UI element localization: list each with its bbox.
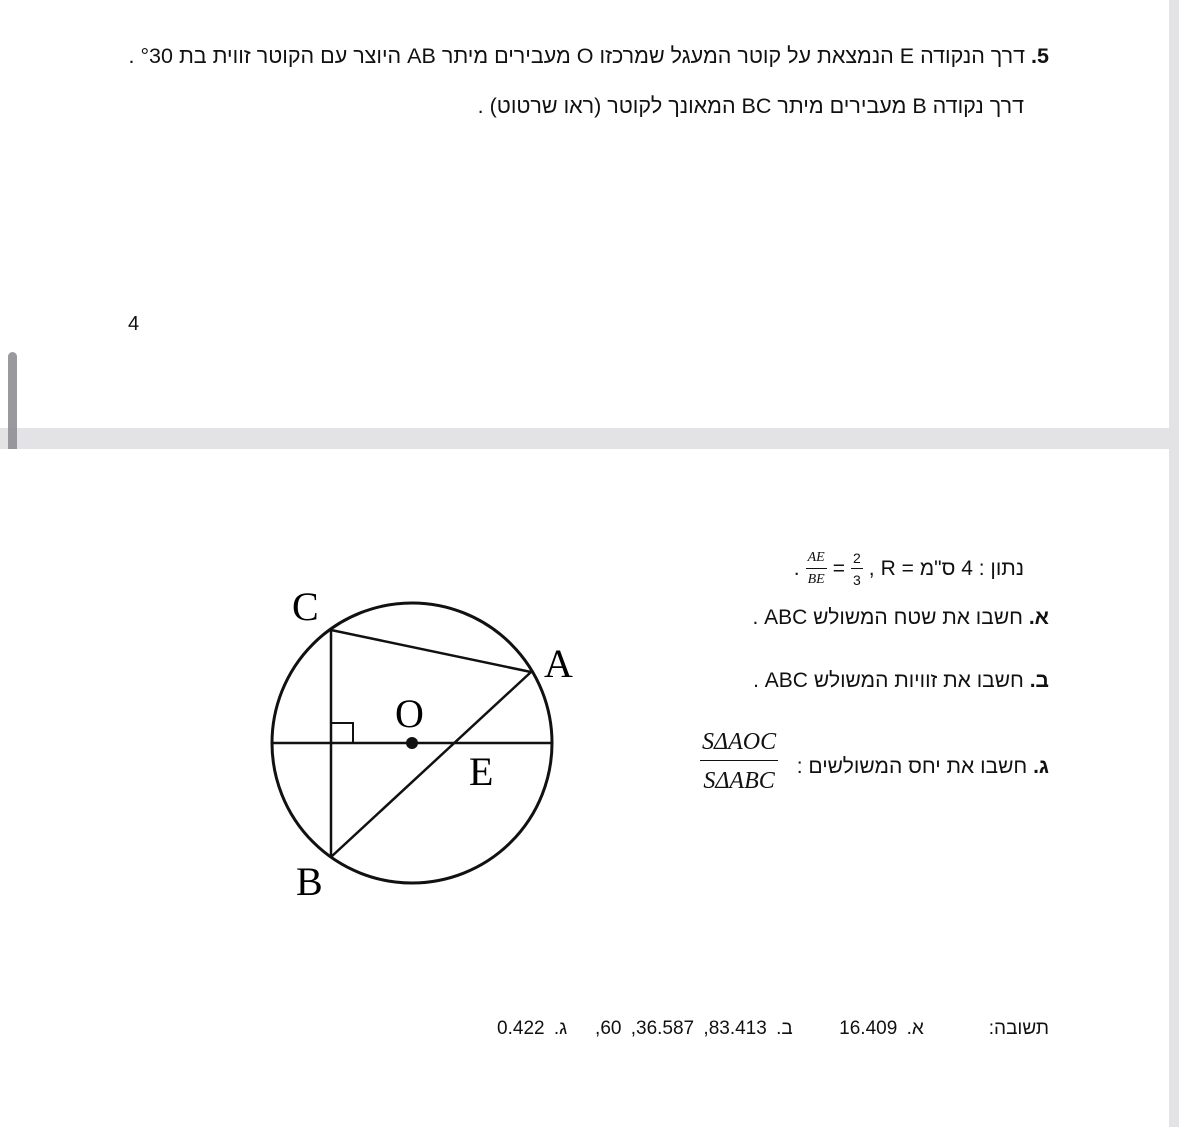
answer-b: ב. 83.413, 36.587, 60, [595,1018,793,1039]
task-c [797,755,1049,779]
task-c-text: חשבו את יחס המשולשים : [796,755,1028,778]
page-number: 4 [128,313,140,335]
label-o: O [395,691,424,736]
given-equals: = [832,557,845,580]
label-b: B [296,859,323,904]
ratio-numerator: AE [806,551,827,569]
given-comma: , [868,557,875,580]
task-a [752,606,1049,630]
given-ratio-fraction [806,551,827,587]
task-b-text: חשבו את זוויות המשולש ABC . [753,669,1024,692]
fraction-denominator: 3 [852,572,861,588]
given-data [794,545,1024,593]
answer-c: ג. 0.422 [497,1018,568,1039]
circle-diagram [255,580,575,910]
task-b [753,669,1049,693]
chord-ab [331,672,531,857]
right-angle-mark [331,723,353,743]
ratio-denominator: BE [807,572,825,587]
label-c: C [292,584,319,629]
answer-line [497,1018,1049,1040]
label-e: E [469,749,494,794]
page-1 [0,0,1169,428]
given-value-fraction [851,551,863,587]
label-a: A [544,641,573,686]
area-ratio-denominator: SΔABC [703,768,775,794]
question-number: 5. [1031,44,1049,68]
area-ratio-numerator: SΔAOC [700,730,778,761]
answer-label: תשובה: [988,1018,1049,1039]
answer-a: א. 16.409 [839,1018,924,1039]
task-b-letter: ב. [1029,669,1049,692]
question-line-2: דרך נקודה B מעבירים מיתר BC המאונך לקוטר (ראו שרטוט) . [477,94,1024,118]
question-text-1: דרך הנקודה E הנמצאת על קוטר המעגל שמרכזו O מעבירים מיתר AB היוצר עם הקוטר זווית בת °30 . [128,44,1026,68]
question-line-1 [129,44,1050,69]
task-a-letter: א. [1028,606,1049,629]
task-c-letter: ג. [1033,755,1049,778]
task-a-text: חשבו את שטח המשולש ABC . [752,606,1023,629]
fraction-numerator: 2 [851,551,863,569]
area-ratio-fraction [700,730,778,793]
given-radius: נתון : 4 ס"מ = R [880,557,1024,580]
center-point [406,737,418,749]
given-period: . [793,557,800,580]
